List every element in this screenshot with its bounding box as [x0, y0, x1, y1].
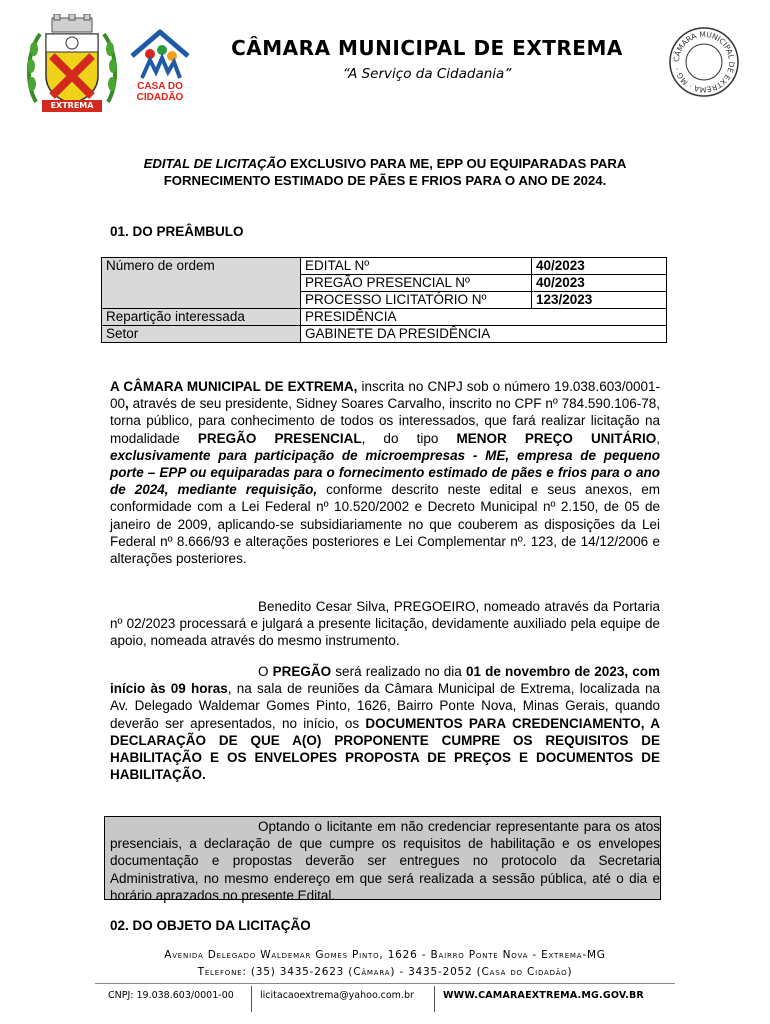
- footer-email-link[interactable]: licitacaoextrema@yahoo.com.br: [260, 990, 414, 1001]
- institution-title: CÂMARA MUNICIPAL DE EXTREMA: [231, 36, 623, 60]
- casa-logo-line2: CIDADÃO: [136, 92, 184, 103]
- svg-text:CÂMARA MUNICIPAL DE EXTREMA ·: [672, 30, 736, 94]
- document-title: [110, 155, 660, 189]
- text-bold-italic: exclusivamente para participação de microempresas - ME, empresa de pequeno porte – EPP ou equiparadas para o fornecimento estimado de pães e frios para o ano de 2024, mediante requisição,: [110, 447, 660, 498]
- text-bold: 01 de novembro de 2023, com início às 09 horas: [110, 664, 660, 697]
- footer-address-block: [100, 947, 670, 981]
- table-cell-value: 40/2023: [532, 258, 667, 275]
- table-row: [102, 258, 667, 275]
- paragraph-opening: [110, 378, 660, 567]
- table-cell-label: PROCESSO LICITATÓRIO Nº: [301, 292, 532, 309]
- text-run: O: [258, 664, 273, 679]
- table-cell-value: PRESIDÊNCIA: [301, 309, 667, 326]
- footer-divider: [95, 983, 675, 984]
- municipal-crest-logo: [22, 14, 122, 114]
- text-run: Benedito Cesar Silva, PREGOEIRO, nomeado através da Portaria nº 02/2023 processará e julgará a presente licitação, devidamente auxiliado pela equipe de apoio, nomeada através do mesmo instrumento.: [110, 599, 660, 649]
- text-run: , na sala de reuniões da Câmara Municipal de Extrema, localizada na Av. Delegado Waldemar Gomes Pinto, 1626, Bairro Ponte Nova, Minas Gerais, quando deverão ser apresentados, no início, os: [110, 681, 660, 731]
- table-cell-value: 123/2023: [532, 292, 667, 309]
- text-run: será realizado no dia: [331, 664, 466, 679]
- footer-website-link[interactable]: WWW.CAMARAEXTREMA.MG.GOV.BR: [443, 990, 644, 1001]
- text-bold: DOCUMENTOS PARA CREDENCIAMENTO, A DECLARAÇÃO DE QUE A(O) PROPONENTE CUMPRE OS REQUISITOS DE HABILITAÇÃO E OS ENVELOPES PROPOSTA DE PREÇOS E DOCUMENTOS DE HABILITAÇÃO.: [110, 715, 660, 783]
- text-run: conforme descrito neste edital e seus anexos, em conformidade com a Lei Federal nº 10.520/2002 e Decreto Municipal nº 2.150, de 05 de janeiro de 2009, aplicando-se subsidiariamente no que couberem as disposições da Lei Federal nº 8.666/93 e alterações posteriores e Lei Complementar nº. 123, de 14/12/2006 e alterações posteriores.: [110, 482, 660, 567]
- document-title-rest: EXCLUSIVO PARA ME, EPP OU EQUIPARADAS PARA FORNECIMENTO ESTIMADO DE PÃES E FRIOS PARA O ANO DE 2024.: [163, 156, 627, 188]
- text-run: através de seu presidente, Sidney Soares Carvalho, inscrito no CPF nº 784.590.106-78, torna público, para conhecimento de todos os interessados, que fará realizar licitação na modalidade: [110, 396, 660, 446]
- casa-do-cidadao-logo: [128, 26, 192, 104]
- table-row: [102, 309, 667, 326]
- table-cell-label: Repartição interessada: [102, 309, 301, 326]
- crest-banner-text: EXTREMA: [50, 101, 94, 110]
- table-cell-label: PREGÃO PRESENCIAL Nº: [301, 275, 532, 292]
- text-run: ,: [656, 430, 660, 446]
- document-title-italic: EDITAL DE LICITAÇÃO: [143, 156, 287, 171]
- preamble-table: [101, 257, 667, 343]
- footer-separator: [251, 986, 252, 1012]
- paragraph-pregoeiro: [110, 598, 660, 650]
- text-bold: PREGÃO PRESENCIAL: [197, 430, 362, 446]
- section-heading-preamble: 01. DO PREÂMBULO: [110, 224, 244, 239]
- footer-cnpj: CNPJ: 19.038.603/0001-00: [108, 990, 234, 1001]
- paragraph-session: [110, 663, 660, 783]
- table-cell-label: Setor: [102, 326, 301, 343]
- paragraph-notice: [110, 818, 660, 904]
- table-cell-label: EDITAL Nº: [301, 258, 532, 275]
- section-heading-object: 02. DO OBJETO DA LICITAÇÃO: [110, 918, 311, 933]
- table-cell-label: Número de ordem: [102, 258, 301, 309]
- table-cell-value: GABINETE DA PRESIDÊNCIA: [301, 326, 667, 343]
- text-bold: PREGÃO: [272, 664, 332, 679]
- text-bold: A CÂMARA MUNICIPAL DE EXTREMA,: [110, 379, 358, 394]
- table-row: [102, 326, 667, 343]
- institution-motto: “A Serviço da Cidadania”: [342, 66, 512, 82]
- text-run: Optando o licitante em não credenciar representante para os atos presenciais, a declaração de que cumpre os requisitos de habilitação e os envelopes documentação e propostas deverão ser entregues no protocolo da Secretaria Administrativa, no mesmo endereço em que será realizada a sessão pública, até o dia e horário aprazados no presente Edital.: [110, 819, 660, 903]
- footer-address: Avenida Delegado Waldemar Gomes Pinto, 1626 - Bairro Ponte Nova - Extrema-MG: [164, 949, 606, 961]
- casa-logo-line1: CASA DO: [137, 81, 183, 92]
- official-seal-stamp: [668, 26, 740, 98]
- text-bold: ,: [125, 396, 129, 412]
- seal-ring-text: CÂMARA MUNICIPAL DE EXTREMA · MG ·: [671, 29, 737, 95]
- text-bold: MENOR PREÇO UNITÁRIO: [456, 430, 657, 446]
- text-run: , do tipo: [361, 430, 457, 446]
- footer-separator: [434, 986, 435, 1012]
- footer-phones: Telefone: (35) 3435-2623 (Câmara) - 3435-2052 (Casa do Cidadão): [197, 966, 573, 978]
- text-run: inscrita no CNPJ sob o número 19.038.603/0001-00: [110, 379, 660, 412]
- table-cell-value: 40/2023: [532, 275, 667, 292]
